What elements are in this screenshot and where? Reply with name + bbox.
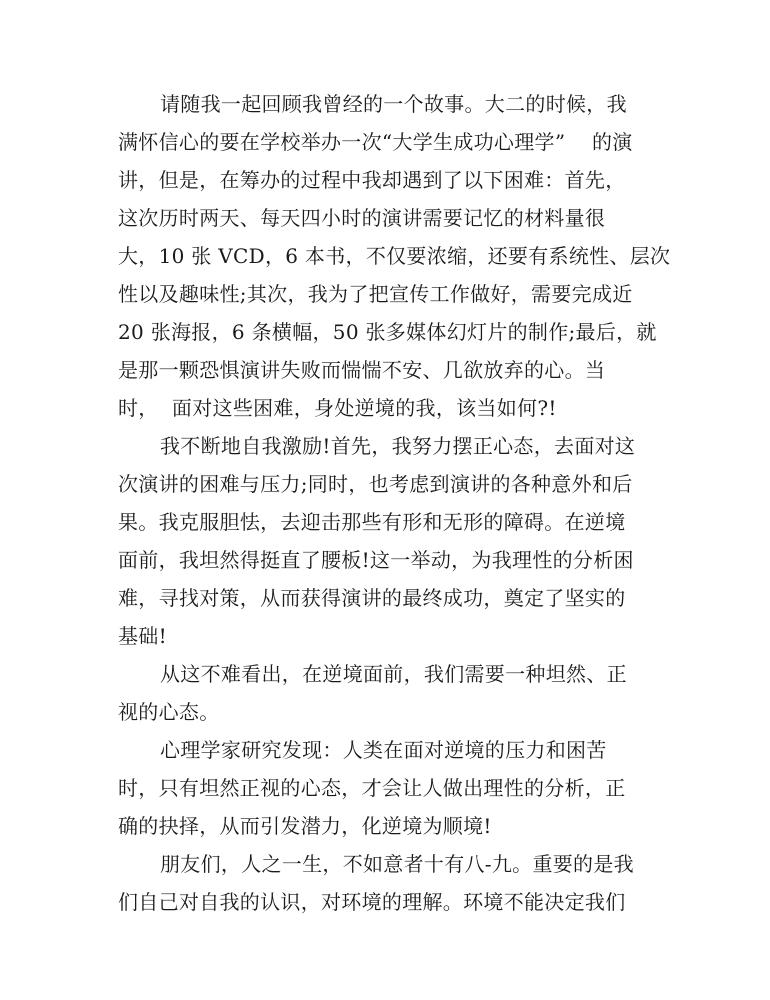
para5-line2: 们自己对自我的认识，对环境的理解。环境不能决定我们 <box>118 890 626 914</box>
para4-line1: 心理学家研究发现：人类在面对逆境的压力和困苦 <box>160 738 607 762</box>
para1-line7: 20 张海报，6 条横幅，50 张多媒体幻灯片的制作;最后，就 <box>118 320 657 344</box>
para2-line2: 次演讲的困难与压力;同时，也考虑到演讲的各种意外和后 <box>118 472 633 496</box>
para2-line4: 面前，我坦然得挺直了腰板!这一举动，为我理性的分析困 <box>118 548 634 572</box>
para1-line2: 满怀信心的要在学校举办一次“大学生成功心理学” 的演 <box>118 130 633 154</box>
para2-line5: 难，寻找对策，从而获得演讲的最终成功，奠定了坚实的 <box>118 586 626 610</box>
para1-line6: 性以及趣味性;其次，我为了把宣传工作做好，需要完成近 <box>118 282 633 306</box>
para4-line3: 确的抉择，从而引发潜力，化逆境为顺境! <box>118 814 492 838</box>
para1-line9: 时， 面对这些困难，身处逆境的我，该当如何?! <box>118 396 557 420</box>
para1-line4: 这次历时两天、每天四小时的演讲需要记忆的材料量很 <box>118 206 606 230</box>
para2-line3: 果。我克服胆怯，去迎击那些有形和无形的障碍。在逆境 <box>118 510 626 534</box>
para3-line2: 视的心态。 <box>118 700 220 724</box>
para1-line3: 讲，但是，在筹办的过程中我却遇到了以下困难：首先， <box>118 168 626 192</box>
para1-line8: 是那一颗恐惧演讲失败而惴惴不安、几欲放弃的心。当 <box>118 358 606 382</box>
para2-line1: 我不断地自我激励!首先，我努力摆正心态，去面对这 <box>160 434 636 458</box>
para1-line1: 请随我一起回顾我曾经的一个故事。大二的时候，我 <box>160 92 627 116</box>
para1-line5: 大，10 张 VCD，6 本书，不仅要浓缩，还要有系统性、层次 <box>118 244 671 268</box>
para3-line1: 从这不难看出，在逆境面前，我们需要一种坦然、正 <box>160 662 627 686</box>
para5-line1: 朋友们，人之一生，不如意者十有八-九。重要的是我 <box>160 852 634 876</box>
para4-line2: 时，只有坦然正视的心态，才会让人做出理性的分析，正 <box>118 776 626 800</box>
para2-line6: 基础! <box>118 624 167 648</box>
